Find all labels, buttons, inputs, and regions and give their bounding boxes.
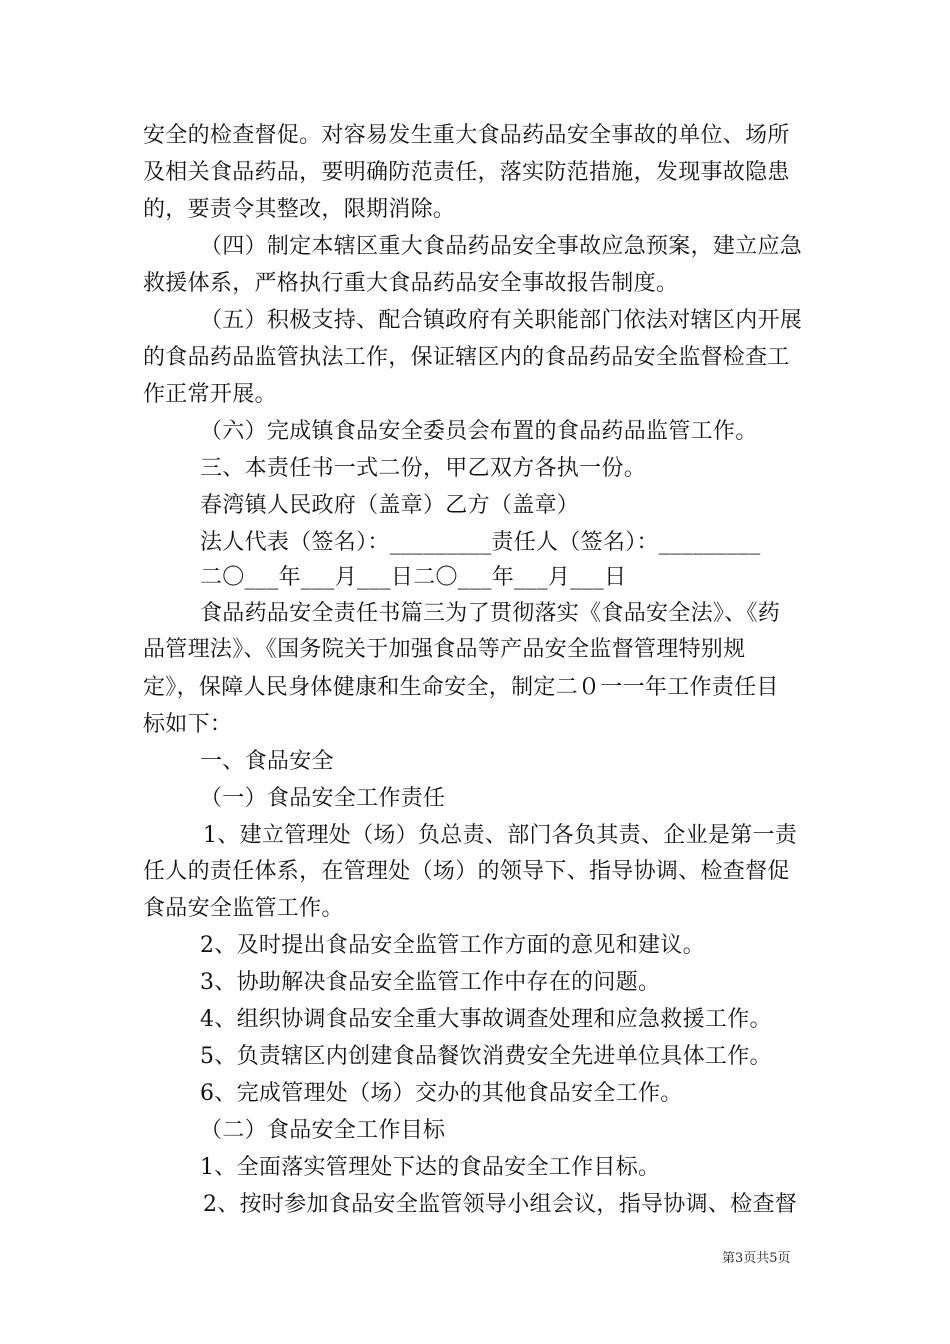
- text-line: 作正常开展。: [143, 382, 277, 407]
- subsection-heading: （二）食品安全工作目标: [200, 1118, 446, 1143]
- text-line: （四）制定本辖区重大食品药品安全事故应急预案，建立应急: [200, 234, 803, 259]
- text-line: 5、负责辖区内创建食品餐饮消费安全先进单位具体工作。: [200, 1044, 772, 1069]
- text-line: 3、协助解决食品安全监管工作中存在的问题。: [200, 970, 661, 995]
- text-line: 1、建立管理处（场）负总责、部门各负其责、企业是第一责: [203, 823, 798, 848]
- signature-line: 法人代表（签名）：_________责任人（签名）：_________: [200, 530, 761, 555]
- text-line: 食品安全监管工作。: [143, 896, 344, 921]
- text-line: 品管理法》、《国务院关于加强食品等产品安全监督管理特别规: [143, 637, 746, 662]
- text-line: 标如下：: [143, 712, 233, 737]
- text-line: （六）完成镇食品安全委员会布置的食品药品监管工作。: [200, 419, 758, 444]
- text-line: 1、全面落实管理处下达的食品安全工作目标。: [200, 1155, 661, 1180]
- date-line: 二〇___年___月___日二〇___年___月___日: [200, 565, 627, 590]
- subsection-heading: （一）食品安全工作责任: [200, 786, 446, 811]
- text-line: 春湾镇人民政府（盖章）乙方（盖章）: [200, 493, 580, 518]
- text-line: 6、完成管理处（场）交办的其他食品安全工作。: [200, 1081, 683, 1106]
- text-line: 的食品药品监管执法工作，保证辖区内的食品药品安全监督检查工: [143, 345, 790, 370]
- text-line: 4、组织协调食品安全重大事故调查处理和应急救援工作。: [200, 1007, 772, 1032]
- text-line: 定》，保障人民身体健康和生命安全，制定二０一一年工作责任目: [143, 675, 779, 700]
- text-line: （五）积极支持、配合镇政府有关职能部门依法对辖区内开展: [200, 308, 803, 333]
- text-line: 及相关食品药品，要明确防范责任，落实防范措施，发现事故隐患: [143, 160, 790, 185]
- text-line: 三、本责任书一式二份，甲乙双方各执一份。: [200, 456, 647, 481]
- section-heading: 一、食品安全: [200, 749, 334, 774]
- text-line: 2、及时提出食品安全监管工作方面的意见和建议。: [200, 933, 705, 958]
- text-line: 的，要责令其整改，限期消除。: [143, 197, 456, 222]
- text-line: 任人的责任体系，在管理处（场）的领导下、指导协调、检查督促: [143, 859, 790, 884]
- text-line: 救援体系，严格执行重大食品药品安全事故报告制度。: [143, 271, 679, 296]
- text-line: 食品药品安全责任书篇三为了贯彻落实《食品安全法》、《药: [200, 601, 781, 626]
- text-line: 安全的检查督促。对容易发生重大食品药品安全事故的单位、场所: [143, 123, 790, 148]
- text-line: 2、按时参加食品安全监管领导小组会议，指导协调、检查督: [203, 1192, 798, 1217]
- page-number: 第3页共5页: [722, 1251, 791, 1266]
